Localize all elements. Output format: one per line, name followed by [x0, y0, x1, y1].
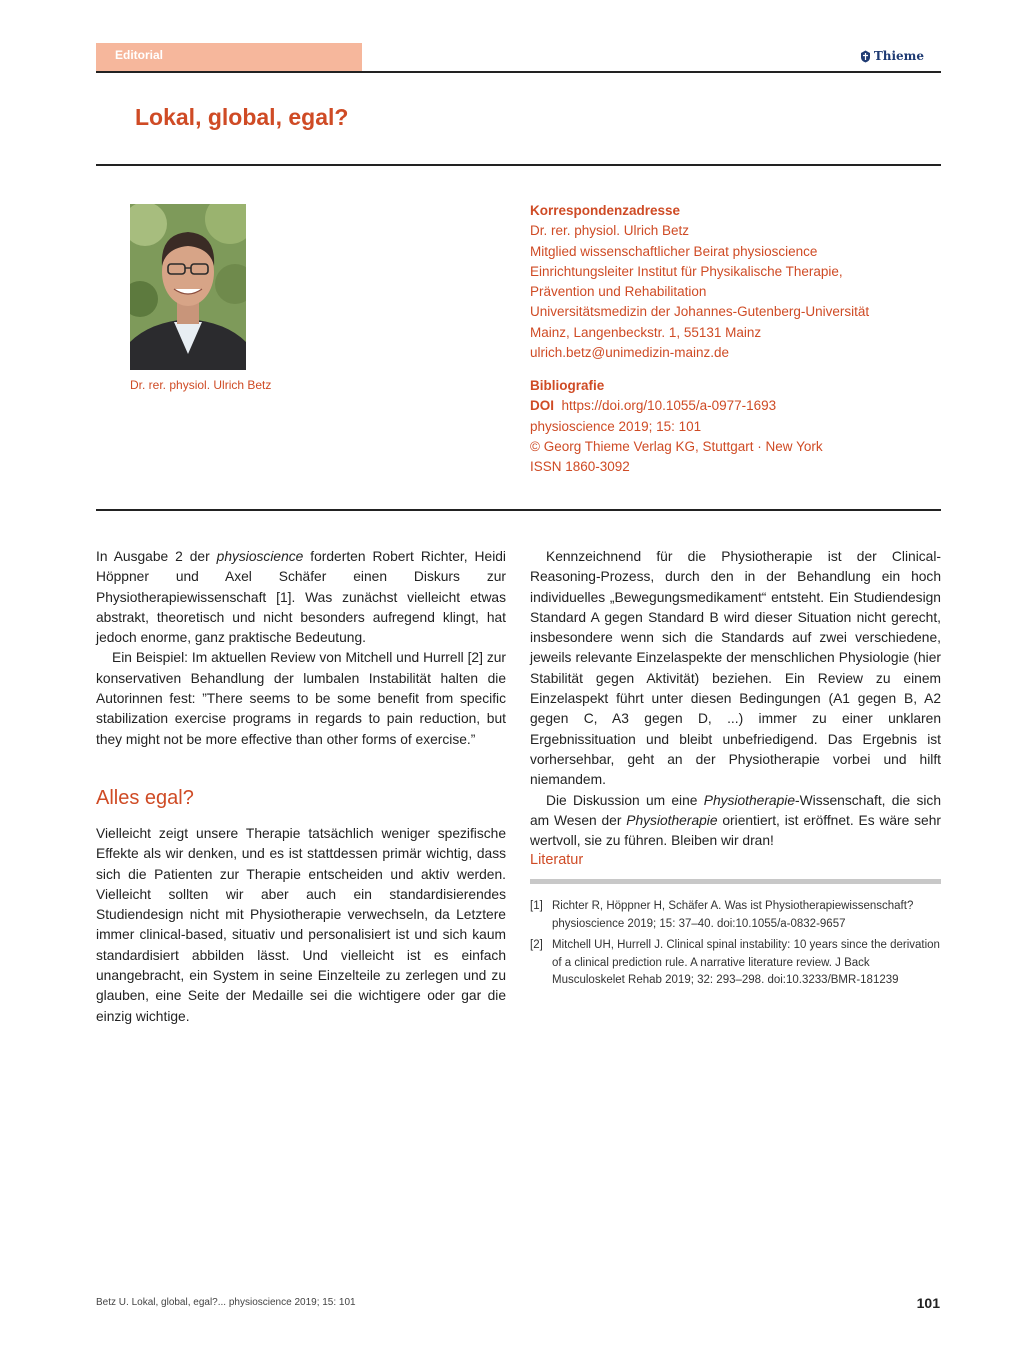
correspondence-line: Prävention und Rehabilitation [530, 284, 707, 300]
thieme-emblem-icon [860, 50, 871, 63]
correspondence-block [530, 201, 869, 363]
reference-list [530, 898, 941, 994]
reference-item [530, 898, 941, 933]
doi-link[interactable]: https://doi.org/10.1055/a-0977-1693 [561, 398, 777, 414]
photo-caption: Dr. rer. physiol. Ulrich Betz [130, 378, 272, 392]
paragraph: In Ausgabe 2 der physioscience forderten Robert Richter, Heidi Höppner und Axel Schäfer einen Diskurs zur Physiotherapiewissenschaft [1]. Was zunächst vielleicht etwas abstrakt, theoretisch und nicht besonders aufregend klingt, hat jedoch enorme, ganz praktische Bedeutung. [96, 549, 506, 646]
bibliography-heading: Bibliografie [530, 378, 605, 393]
reference-number: [2] [530, 939, 543, 951]
article-title: Lokal, global, egal? [135, 104, 349, 130]
literature-heading: Literatur [530, 852, 584, 868]
author-box-rule [96, 509, 941, 511]
doi-line [530, 396, 823, 416]
correspondence-line: Universitätsmedizin der Johannes-Gutenberg-Universität [530, 304, 870, 320]
reference-text: Mitchell UH, Hurrell J. Clinical spinal instability: 10 years since the derivation of a clinical prediction rule. A narrative literature review. J Back Musculoskelet Rehab 2019; 32: 293–298. doi:10.3233/BMR-181239 [552, 939, 940, 986]
literature-rule [530, 879, 941, 884]
body-column-left [96, 547, 506, 750]
bibliography-line: ISSN 1860-3092 [530, 459, 630, 475]
publisher-logo [860, 49, 924, 63]
correspondence-line: Mitglied wissenschaftlicher Beirat physioscience [530, 243, 818, 259]
reference-number: [1] [530, 900, 543, 912]
paragraph: Die Diskussion um eine Physiotherapie-Wissenschaft, die sich am Wesen der Physiotherapie orientiert, ist eröffnet. Es wäre sehr wertvoll, sie zu führen. Bleiben wir dran! [530, 792, 941, 849]
bibliography-line: © Georg Thieme Verlag KG, Stuttgart · New York [530, 438, 823, 454]
correspondence-line: Einrichtungsleiter Institut für Physikalische Therapie, [530, 263, 843, 279]
author-photo [130, 204, 246, 370]
correspondence-heading: Korrespondenzadresse [530, 203, 681, 218]
publisher-name: Thieme [873, 49, 924, 63]
page-number: 101 [916, 1295, 940, 1311]
title-rule [96, 164, 941, 166]
header-rule [96, 71, 941, 73]
correspondence-line: Dr. rer. physiol. Ulrich Betz [530, 223, 690, 239]
bibliography-block [530, 376, 823, 477]
reference-item [530, 937, 941, 990]
footer-citation: Betz U. Lokal, global, egal?... physioscience 2019; 15: 101 [96, 1297, 356, 1308]
body-column-left-section [96, 824, 506, 1027]
doi-label: DOI [530, 398, 555, 414]
author-email-link[interactable]: ulrich.betz@unimedizin-mainz.de [530, 345, 730, 361]
paragraph: Vielleicht zeigt unsere Therapie tatsächlich weniger spezifische Effekte als wir denken, und es ist stattdessen primär wichtig, dass sich die Patienten zur Therapie entscheiden und aktiv werden. Vielleicht sollten wir aber auch ein standardisierendes Studiendesign nicht mit Physiotherapie verwechseln, da Letztere immer clinical-based, situativ und personalisiert ist und sich kaum standardisiert abbilden lässt. Und vielleicht ist es einfach unangebracht, ein System in seine Einzelteile zu zerlegen und zu glauben, eine Seite der Medaille sei die wichtigere oder gar die einzig wichtige. [96, 826, 506, 1024]
correspondence-line: Mainz, Langenbeckstr. 1, 55131 Mainz [530, 324, 762, 340]
paragraph: Kennzeichnend für die Physiotherapie ist der Clinical-Reasoning-Prozess, durch den in der Behandlung ein hoch individuelles „Bewegungsmedikament“ entsteht. Ein Studiendesign Standard A gegen Standard B wird dieser Situation nicht gerecht, insbesondere wenn sich die Standards auf zwei verschiedene, jeweils relevante Einzelaspekte der menschlichen Physiologie (hier Stabilität gegen Aktivität) beziehen. Ein Review zu einem Einzelaspekt führt unter diesen Bedingungen (A1 gegen B, A2 gegen C, A3 gegen D, ...) immer zu einer unklaren Ergebnissituation und bleibt unbefriedigend. Das Ergebnis ist vorhersehbar, geht an der Physiotherapie vorbei und hilft niemandem. [530, 549, 941, 788]
reference-text: Richter R, Höppner H, Schäfer A. Was ist Physiotherapiewissenschaft? physioscience 2019; 15: 37–40. doi:10.1055/a-0832-9657 [552, 900, 914, 930]
body-column-right [530, 547, 941, 851]
paragraph: Ein Beispiel: Im aktuellen Review von Mitchell und Hurrell [2] zur konservativen Behandlung der lumbalen Instabilität halten die Autorinnen fest: ”There seems to be some benefit from specific stabilization exercise programs in regards to pain reduction, but they might not be more effective than other forms of exercise.” [96, 650, 506, 747]
section-tag: Editorial [96, 43, 362, 71]
section-heading: Alles egal? [96, 787, 194, 809]
bibliography-line: physioscience 2019; 15: 101 [530, 418, 702, 434]
journal-name: physioscience [216, 549, 304, 564]
